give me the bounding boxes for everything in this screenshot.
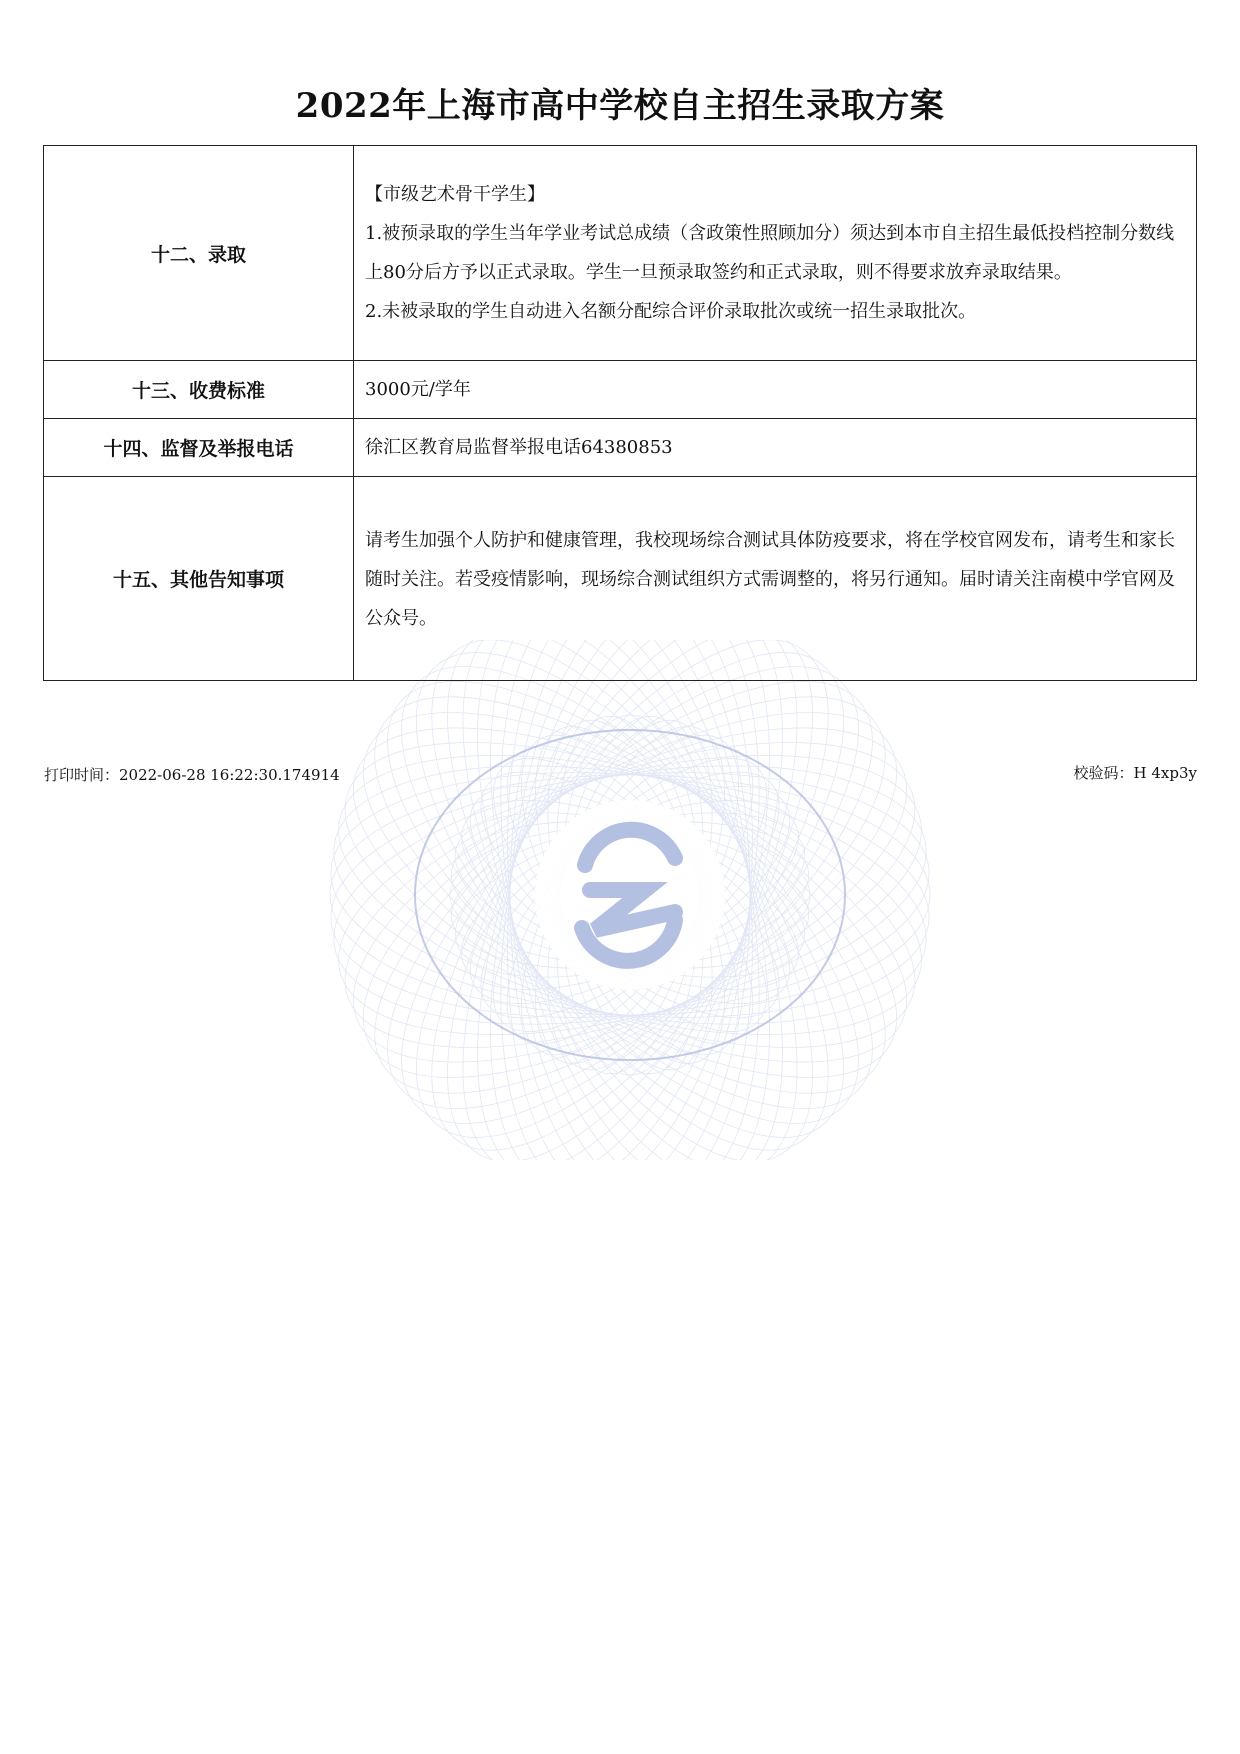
content-line: 2.未被录取的学生自动进入名额分配综合评价录取批次或统一招生录取批次。 (365, 301, 977, 322)
table-row (44, 419, 1197, 477)
page-title: 2022年上海市高中学校自主招生录取方案 (295, 86, 945, 126)
admission-plan-table (43, 145, 1197, 681)
content-line: 请考生加强个人防护和健康管理，我校现场综合测试具体防疫要求，将在学校官网发布，请考生和家长随时关注。若受疫情影响，现场综合测试组织方式需调整的，将另行通知。届时请关注南模中学官网及公众号。 (365, 530, 1175, 629)
table-row (44, 477, 1197, 681)
table-row (44, 146, 1197, 361)
row-content (354, 477, 1197, 681)
row-label: 十五、其他告知事项 (44, 477, 354, 681)
content-line: 【市级艺术骨干学生】 (365, 184, 545, 205)
content-line: 3000元/学年 (365, 379, 471, 400)
table-row (44, 361, 1197, 419)
content-line: 徐汇区教育局监督举报电话64380853 (365, 437, 673, 458)
content-line: 1.被预录取的学生当年学业考试总成绩（含政策性照顾加分）须达到本市自主招生最低投档控制分数线上80分后方予以正式录取。学生一旦预录取签约和正式录取，则不得要求放弃录取结果。 (365, 223, 1175, 283)
row-label: 十四、监督及举报电话 (44, 419, 354, 477)
row-content (354, 146, 1197, 361)
row-content (354, 419, 1197, 477)
print-time: 打印时间：2022-06-28 16:22:30.174914 (44, 766, 340, 784)
row-label: 十三、收费标准 (44, 361, 354, 419)
verification-code: 校验码：H 4xp3y (1073, 764, 1197, 782)
watermark-seal-icon (290, 640, 970, 1160)
row-content (354, 361, 1197, 419)
row-label: 十二、录取 (44, 146, 354, 361)
